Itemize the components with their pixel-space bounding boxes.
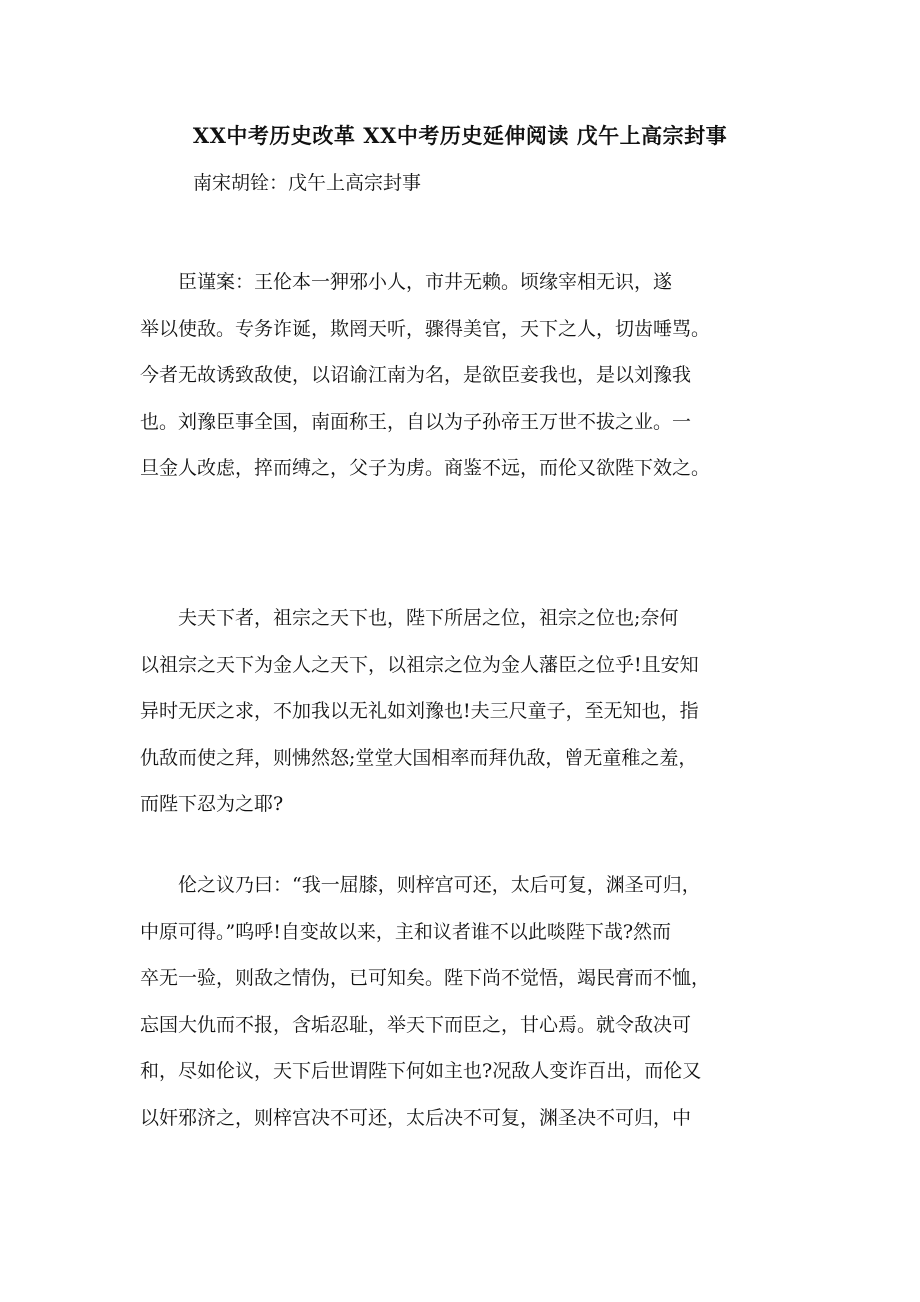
document-title: XX中考历史改革 XX中考历史延伸阅读 戊午上高宗封事 (192, 123, 728, 148)
paragraph-line: 伦之议乃曰：“我一屈膝，则梓宫可还，太后可复，渊圣可归， (140, 874, 701, 896)
paragraph-line: 仇敌而使之拜，则怫然怒;堂堂大国相率而拜仇敌，曾无童稚之羞， (140, 746, 698, 769)
paragraph-line: 举以使敌。专务诈诞，欺罔天听，骤得美官，天下之人，切齿唾骂。 (140, 317, 711, 340)
paragraph-line: 以祖宗之天下为金人之天下，以祖宗之位为金人藩臣之位乎!且安知 (140, 653, 699, 676)
paragraph-line: 今者无故诱致敌使，以诏谕江南为名，是欲臣妾我也，是以刘豫我 (140, 364, 692, 386)
paragraph-2 (140, 595, 785, 828)
paragraph-line: 以奸邪济之，则梓宫决不可还，太后决不可复，渊圣决不可归，中 (140, 1106, 692, 1129)
paragraph-line: 和，尽如伦议，天下后世谓陛下何如主也?况敌人变诈百出，而伦又 (140, 1060, 702, 1082)
paragraph-line: 异时无厌之求，不加我以无礼如刘豫也!夫三尺童子，至无知也，指 (140, 700, 699, 722)
paragraph-line: 而陛下忍为之耶? (140, 793, 284, 815)
paragraph-line: 忘国大仇而不报，含垢忍耻，举天下而臣之，甘心焉。就令敌决可 (140, 1013, 692, 1036)
paragraph-line: 卒无一验，则敌之情伪，已可知矣。陛下尚不觉悟，竭民膏而不恤， (140, 967, 711, 989)
paragraph-line: 也。刘豫臣事全国，南面称王，自以为子孙帝王万世不拔之业。一 (140, 410, 692, 433)
paragraph-line: 中原可得。”呜呼!自变故以来，主和议者谁不以此啖陛下哉?然而 (140, 920, 672, 943)
paragraph-1 (140, 259, 785, 492)
document-subtitle: 南宋胡铨：戊午上高宗封事 (193, 172, 422, 194)
paragraph-line: 旦金人改虑，捽而缚之，父子为虏。商鉴不远，而伦又欲陛下效之。 (140, 457, 711, 479)
paragraph-line: 夫天下者，祖宗之天下也，陛下所居之位，祖宗之位也;奈何 (140, 607, 679, 629)
paragraph-3 (140, 862, 785, 1141)
paragraph-line: 臣谨案：王伦本一狎邪小人，市井无赖。顷缘宰相无识，遂 (140, 271, 673, 293)
